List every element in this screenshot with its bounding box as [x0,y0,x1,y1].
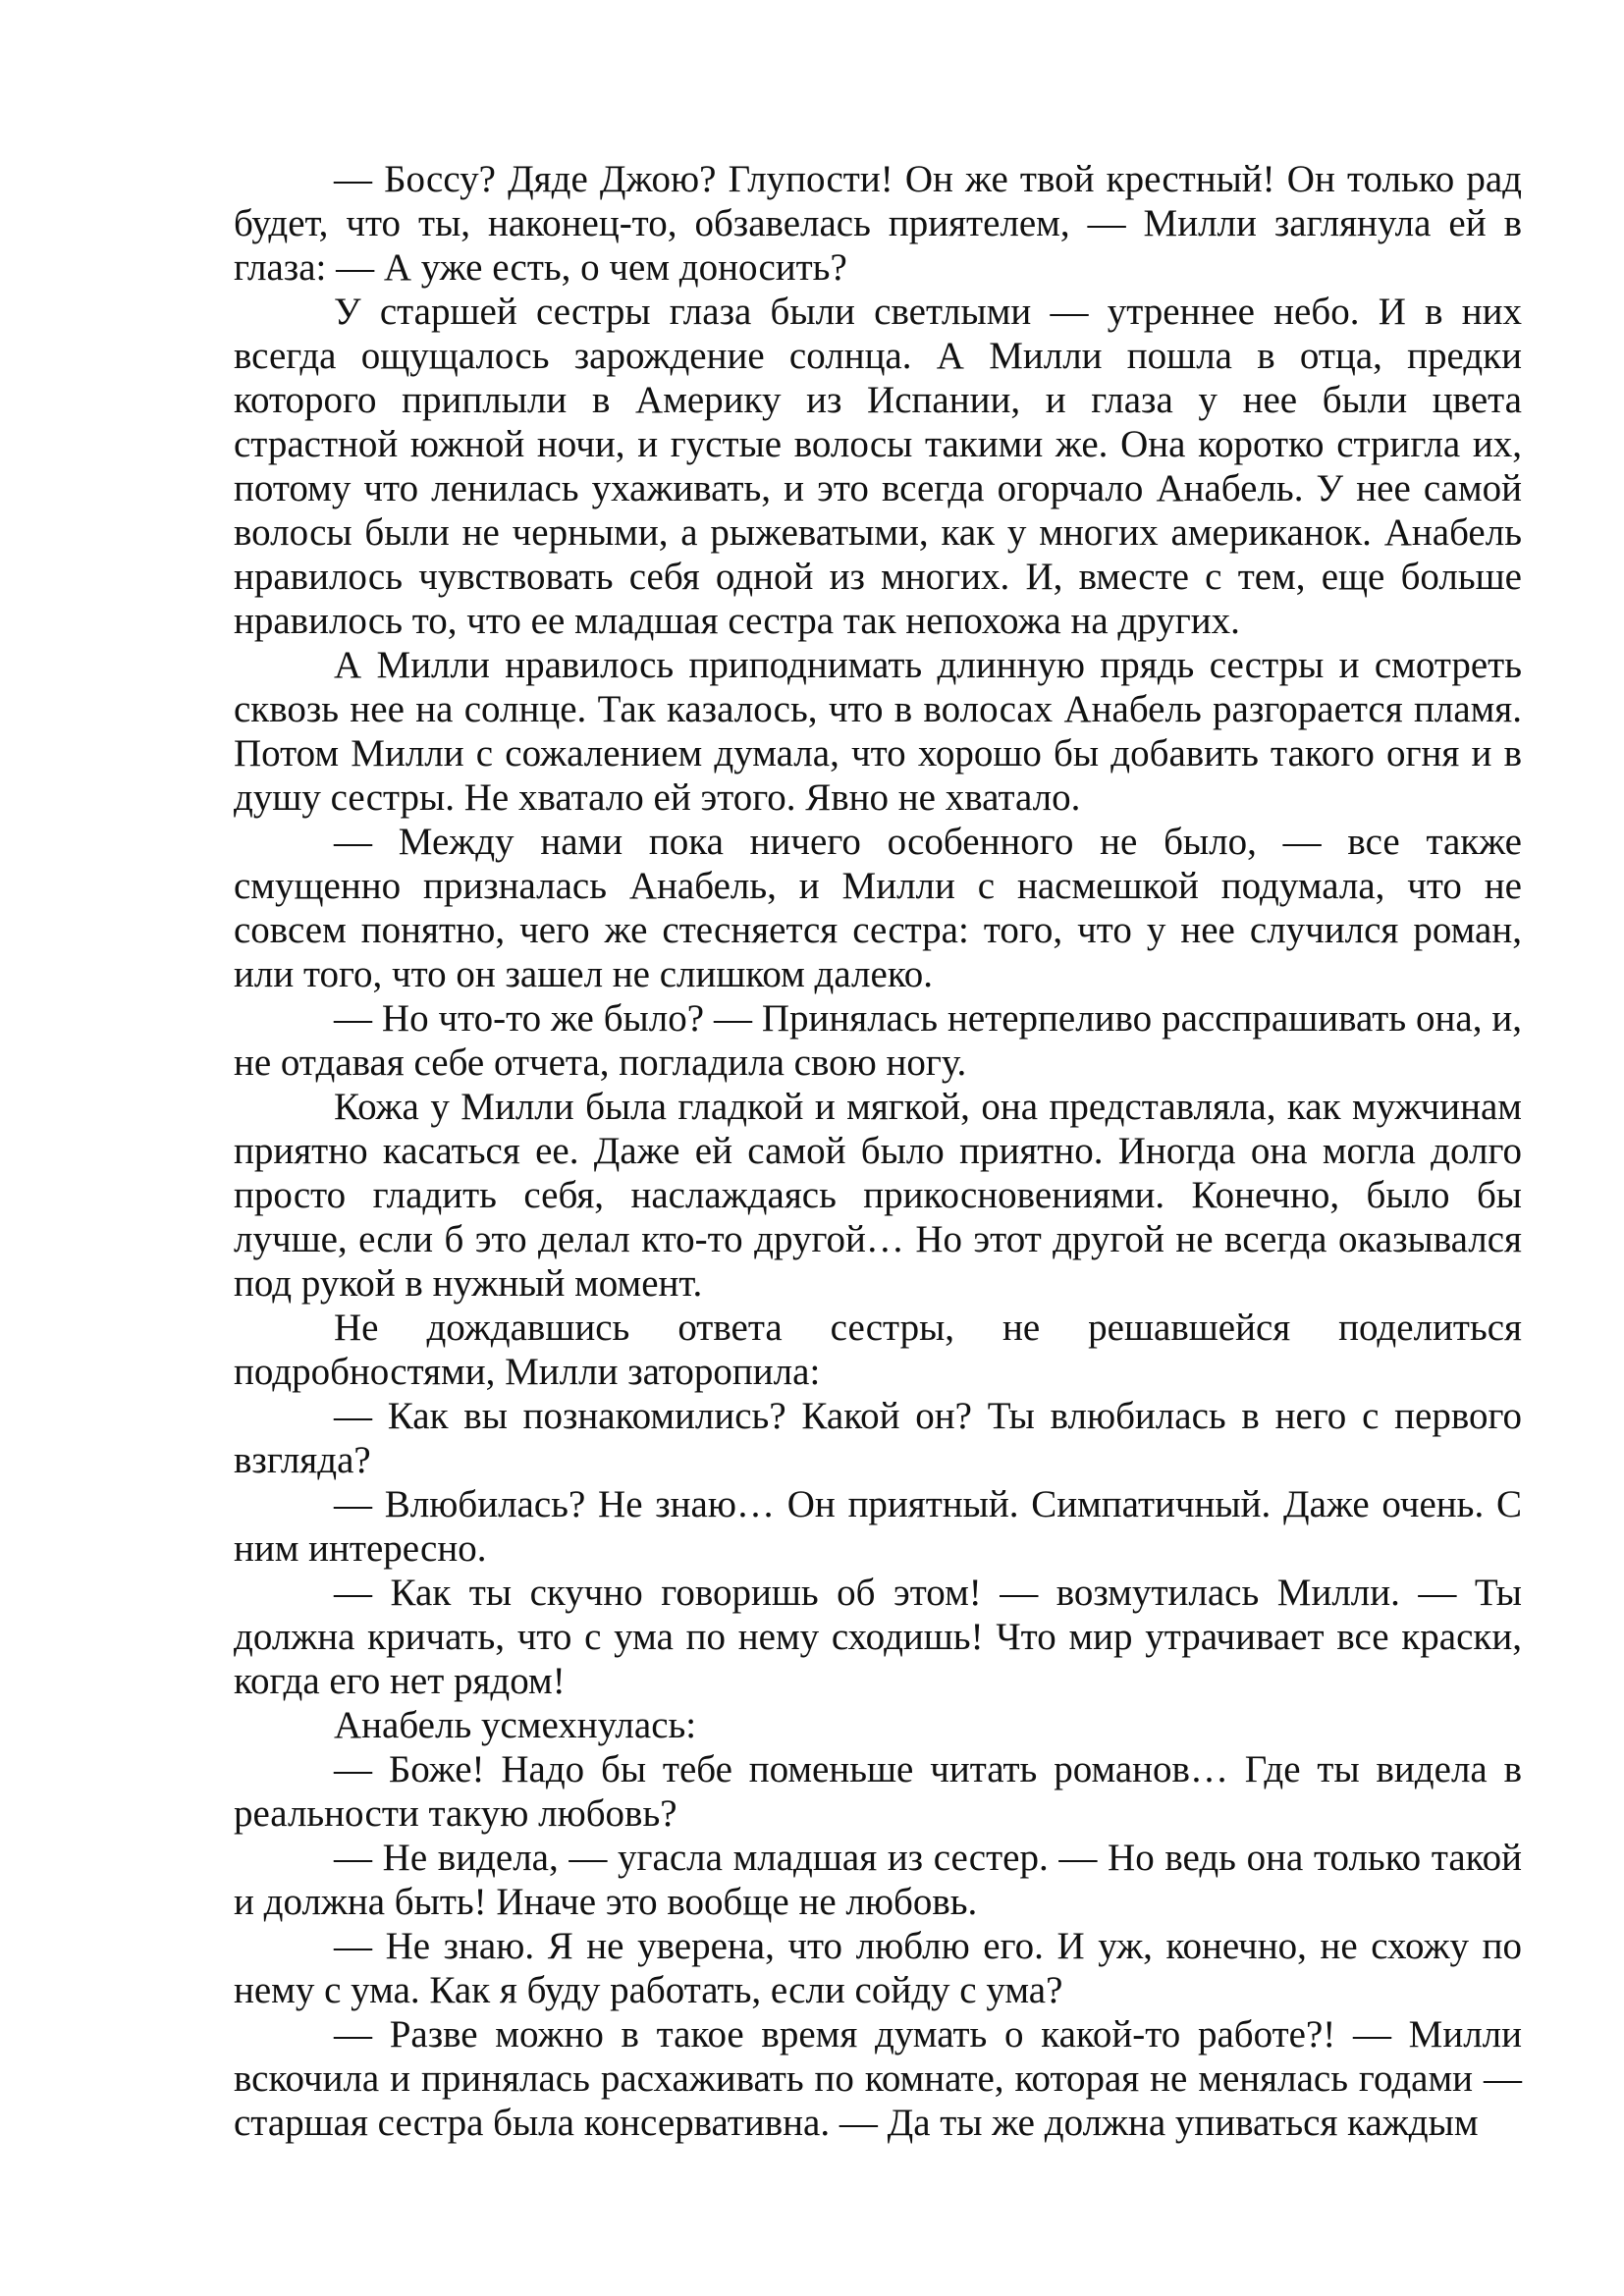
paragraph: — Не видела, — угасла младшая из сестер. — Но ведь она только такой и должна быть! Иначе это вообще не любовь. [234,1837,1522,1923]
paragraph: — Боже! Надо бы тебе поменьше читать романов… Где ты видела в реальности такую любовь? [234,1748,1522,1835]
paragraph: — Разве можно в такое время думать о какой-то работе?! — Милли вскочила и принялась расхаживать по комнате, которая не менялась годами — старшая сестра была консервативна. — Да ты же должна упиваться каждым [234,2013,1522,2144]
paragraph: — Влюбилась? Не знаю… Он приятный. Симпатичный. Даже очень. С ним интересно. [234,1483,1522,1570]
paragraph: — Как вы познакомились? Какой он? Ты влюбилась в него с первого взгляда? [234,1395,1522,1481]
paragraph: Не дождавшись ответа сестры, не решавшейся поделиться подробностями, Милли заторопила: [234,1307,1522,1393]
paragraph: — Как ты скучно говоришь об этом! — возмутилась Милли. — Ты должна кричать, что с ума по нему сходишь! Что мир утрачивает все краски, когда его нет рядом! [234,1572,1522,1702]
paragraph: — Между нами пока ничего особенного не было, — все также смущенно призналась Анабель, и Милли с насмешкой подумала, что не совсем понятно, чего же стесняется сестра: того, что у нее случился роман, или того, что он зашел не слишком далеко. [234,821,1522,995]
paragraph: А Милли нравилось приподнимать длинную прядь сестры и смотреть сквозь нее на солнце. Так казалось, что в волосах Анабель разгорается пламя. Потом Милли с сожалением думала, что хорошо бы добавить такого огня и в душу сестры. Не хватало ей этого. Явно не хватало. [234,644,1522,819]
paragraph: — Но что-то же было? — Принялась нетерпеливо расспрашивать она, и, не отдавая себе отчета, погладила свою ногу. [234,997,1522,1084]
document-body [234,157,1522,2145]
paragraph: — Боссу? Дяде Джою? Глупости! Он же твой крестный! Он только рад будет, что ты, наконец-то, обзавелась приятелем, — Милли заглянула ей в глаза: — А уже есть, о чем доносить? [234,158,1522,289]
paragraph: У старшей сестры глаза были светлыми — утреннее небо. И в них всегда ощущалось зарождение солнца. А Милли пошла в отца, предки которого приплыли в Америку из Испании, и глаза у нее были цвета страстной южной ночи, и густые волосы такими же. Она коротко стригла их, потому что ленилась ухаживать, и это всегда огорчало Анабель. У нее самой волосы были не черными, а рыжеватыми, как у многих американок. Анабель нравилось чувствовать себя одной из многих. И, вместе с тем, еще больше нравилось то, что ее младшая сестра так непохожа на других. [234,291,1522,642]
paragraph: Анабель усмехнулась: [334,1704,697,1746]
paragraph: Кожа у Милли была гладкой и мягкой, она представляла, как мужчинам приятно касаться ее. Даже ей самой было приятно. Иногда она могла долго просто гладить себя, наслаждаясь прикосновениями. Конечно, было бы лучше, если б это делал кто-то другой… Но этот другой не всегда оказывался под рукой в нужный момент. [234,1086,1522,1305]
paragraph: — Не знаю. Я не уверена, что люблю его. И уж, конечно, не схожу по нему с ума. Как я буду работать, если сойду с ума? [234,1925,1522,2011]
